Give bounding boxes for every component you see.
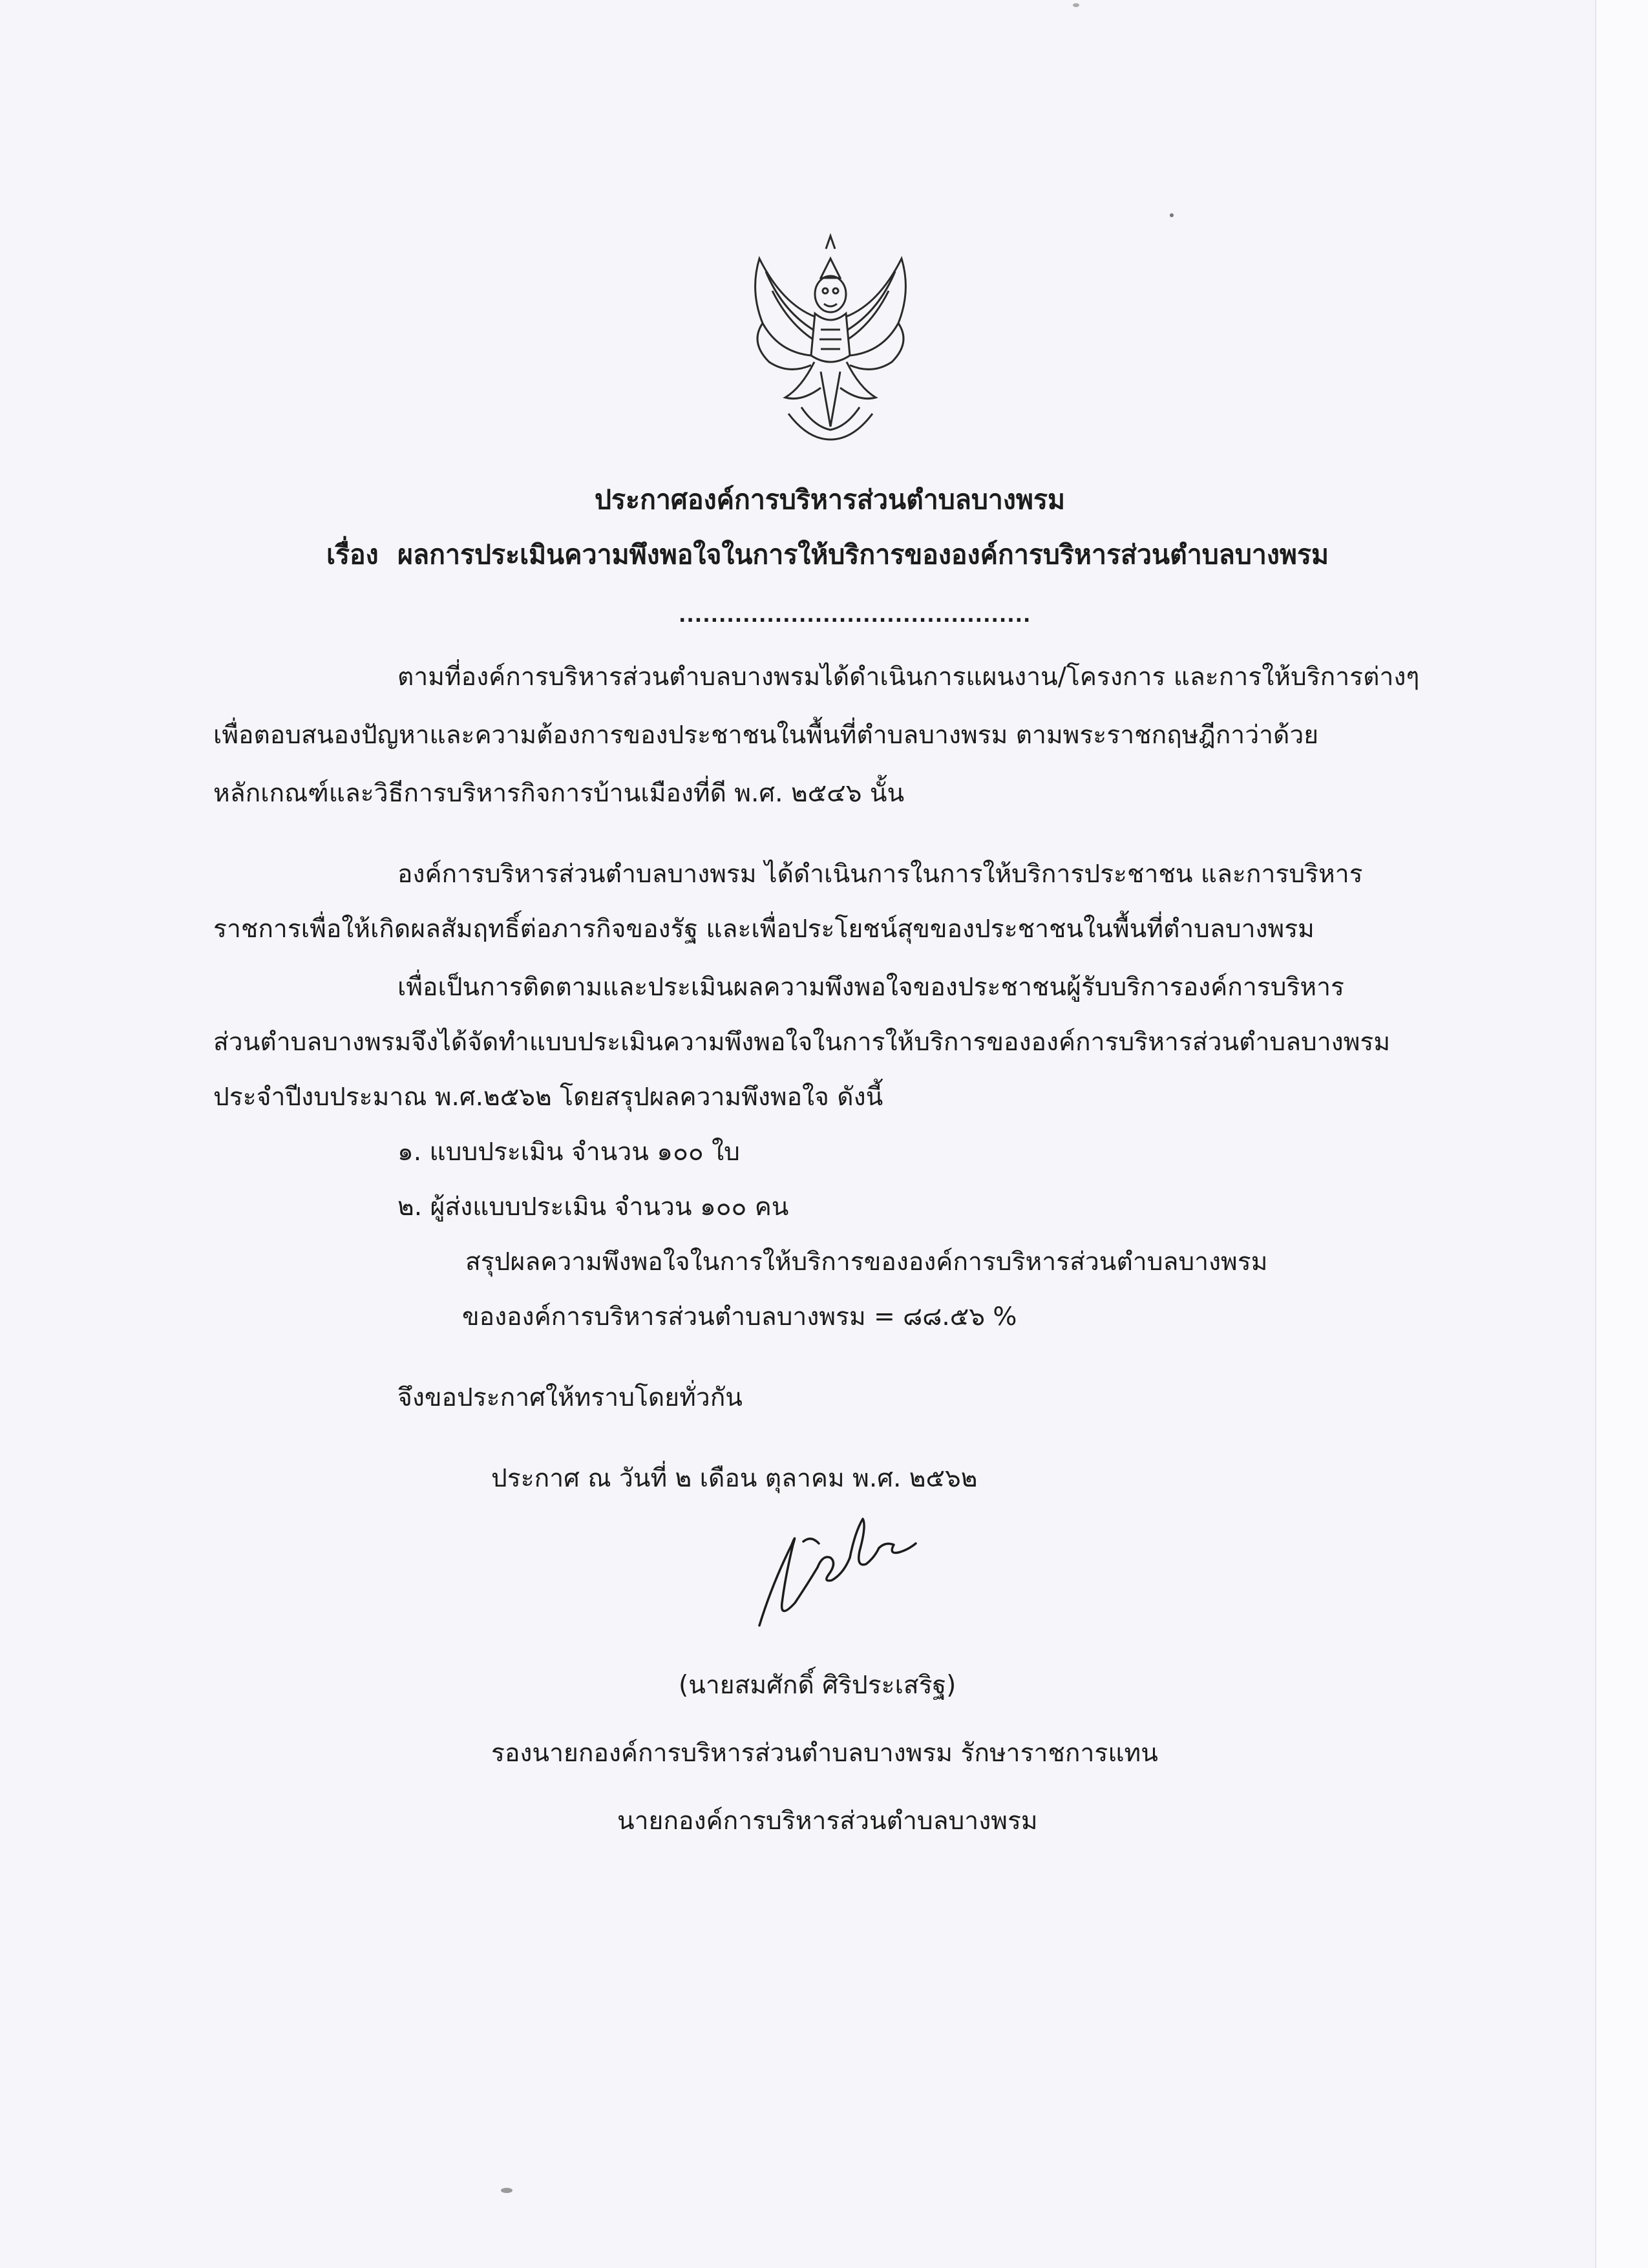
paragraph-2-line-1: องค์การบริหารส่วนตำบลบางพรม ได้ดำเนินการในการให้บริการประชาชน และการบริหาร (397, 860, 1363, 889)
scan-edge (1595, 0, 1648, 2268)
announcement-title: ประกาศองค์การบริหารส่วนตำบลบางพรม (595, 484, 1066, 515)
paragraph-3-line-3: ประจำปีงบประมาณ พ.ศ.๒๕๖๒ โดยสรุปผลความพึงพอใจ ดังนี้ (213, 1083, 883, 1112)
signatory-name: (นายสมศักดิ์ ศิริประเสริฐ) (679, 1671, 956, 1700)
paragraph-1-line-1: ตามที่องค์การบริหารส่วนตำบลบางพรมได้ดำเนินการแผนงาน/โครงการ และการให้บริการต่างๆ (397, 662, 1420, 692)
signatory-position-line-2: นายกองค์การบริหารส่วนตำบลบางพรม (617, 1807, 1038, 1836)
paragraph-1-line-2: เพื่อตอบสนองปัญหาและความต้องการของประชาชนในพื้นที่ตำบลบางพรม ตามพระราชกฤษฎีกาว่าด้วย (213, 721, 1319, 750)
announcement-date: ประกาศ ณ วันที่ ๒ เดือน ตุลาคม พ.ศ. ๒๕๖๒ (491, 1464, 978, 1493)
paragraph-1-line-3: หลักเกณฑ์และวิธีการบริหารกิจการบ้านเมืองที่ดี พ.ศ. ๒๕๔๖ นั้น (213, 779, 905, 808)
closing-statement: จึงขอประกาศให้ทราบโดยทั่วกัน (397, 1383, 743, 1412)
list-item-respondents: ๒. ผู้ส่งแบบประเมิน จำนวน ๑๐๐ คน (397, 1192, 789, 1222)
paragraph-3-line-1: เพื่อเป็นการติดตามและประเมินผลความพึงพอใจของประชาชนผู้รับบริการองค์การบริหาร (397, 973, 1344, 1002)
scan-speck (501, 2188, 512, 2193)
header-separator: ............................................ (679, 604, 1031, 627)
paragraph-3-line-2: ส่วนตำบลบางพรมจึงได้จัดทำแบบประเมินความพึงพอใจในการให้บริการขององค์การบริหารส่วนตำบลบางพรม (213, 1028, 1391, 1057)
garuda-emblem-icon (724, 233, 937, 446)
paragraph-2-line-2: ราชการเพื่อให้เกิดผลสัมฤทธิ์ต่อภารกิจของรัฐ และเพื่อประโยชน์สุขของประชาชนในพื้นที่ตำบลบางพรม (213, 915, 1315, 944)
handwritten-signature (746, 1506, 927, 1635)
scan-speck (1073, 3, 1079, 7)
scan-speck (1170, 213, 1174, 217)
summary-line-2: ขององค์การบริหารส่วนตำบลบางพรม = ๘๘.๕๖ % (462, 1302, 1017, 1331)
summary-line-1: สรุปผลความพึงพอใจในการให้บริการขององค์การบริหารส่วนตำบลบางพรม (465, 1247, 1268, 1277)
subject-text: ผลการประเมินความพึงพอใจในการให้บริการขององค์การบริหารส่วนตำบลบางพรม (397, 539, 1329, 570)
list-item-forms: ๑. แบบประเมิน จำนวน ๑๐๐ ใบ (397, 1138, 740, 1167)
signatory-position-line-1: รองนายกองค์การบริหารส่วนตำบลบางพรม รักษาราชการแทน (491, 1739, 1158, 1768)
subject-label: เรื่อง (326, 539, 379, 570)
